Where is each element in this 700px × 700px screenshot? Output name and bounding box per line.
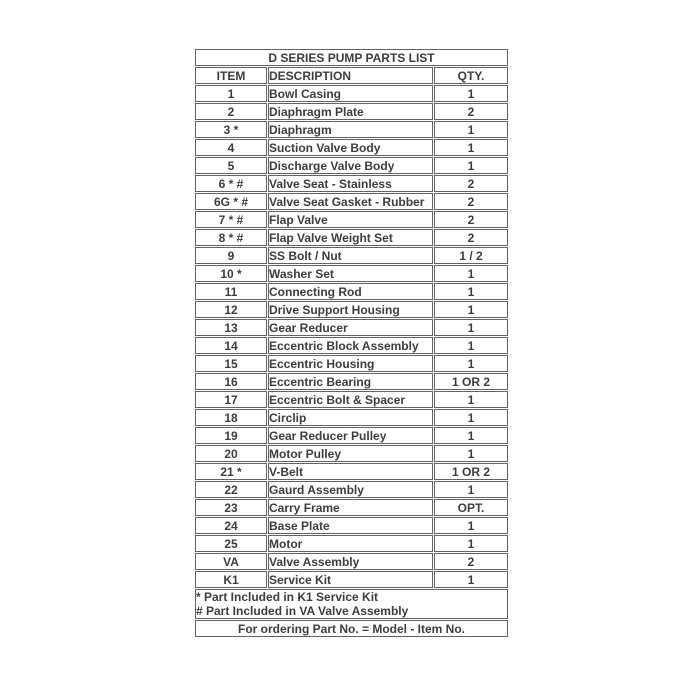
item-cell: 16	[195, 373, 267, 390]
table-row	[195, 391, 508, 408]
description-cell: Flap Valve	[268, 211, 433, 228]
table-row	[195, 499, 508, 516]
description-cell: Diaphragm Plate	[268, 103, 433, 120]
item-cell: 22	[195, 481, 267, 498]
description-cell: Motor Pulley	[268, 445, 433, 462]
qty-cell: 1	[434, 139, 508, 156]
description-cell: Circlip	[268, 409, 433, 426]
table-body	[195, 85, 508, 588]
description-cell: Base Plate	[268, 517, 433, 534]
item-cell: 7 * #	[195, 211, 267, 228]
qty-cell: 1 OR 2	[434, 373, 508, 390]
description-cell: Valve Seat Gasket - Rubber	[268, 193, 433, 210]
item-cell: 6G * #	[195, 193, 267, 210]
table-row	[195, 139, 508, 156]
qty-cell: 2	[434, 211, 508, 228]
qty-cell: 1	[434, 157, 508, 174]
qty-cell: OPT.	[434, 499, 508, 516]
qty-cell: 1	[434, 409, 508, 426]
table-row	[195, 301, 508, 318]
item-cell: VA	[195, 553, 267, 570]
item-cell: 13	[195, 319, 267, 336]
description-cell: Eccentric Bolt & Spacer	[268, 391, 433, 408]
table-row	[195, 265, 508, 282]
qty-cell: 1	[434, 535, 508, 552]
description-cell: Drive Support Housing	[268, 301, 433, 318]
ordering-note: For ordering Part No. = Model - Item No.	[195, 620, 508, 637]
description-cell: Bowl Casing	[268, 85, 433, 102]
table-row	[195, 463, 508, 480]
table-row	[195, 571, 508, 588]
description-cell: Flap Valve Weight Set	[268, 229, 433, 246]
table-header-row	[195, 67, 508, 84]
item-cell: 20	[195, 445, 267, 462]
qty-cell: 1	[434, 319, 508, 336]
item-cell: 10 *	[195, 265, 267, 282]
table-row	[195, 211, 508, 228]
item-cell: 17	[195, 391, 267, 408]
description-cell: Washer Set	[268, 265, 433, 282]
qty-cell: 1	[434, 445, 508, 462]
description-cell: Service Kit	[268, 571, 433, 588]
table-row	[195, 481, 508, 498]
item-cell: 5	[195, 157, 267, 174]
table-row	[195, 85, 508, 102]
item-cell: 24	[195, 517, 267, 534]
description-cell: Suction Valve Body	[268, 139, 433, 156]
item-cell: 25	[195, 535, 267, 552]
description-cell: Gear Reducer	[268, 319, 433, 336]
item-cell: 1	[195, 85, 267, 102]
item-cell: 15	[195, 355, 267, 372]
table-row	[195, 319, 508, 336]
qty-cell: 1 / 2	[434, 247, 508, 264]
item-cell: K1	[195, 571, 267, 588]
description-cell: Discharge Valve Body	[268, 157, 433, 174]
qty-cell: 2	[434, 193, 508, 210]
table-row	[195, 445, 508, 462]
description-cell: Carry Frame	[268, 499, 433, 516]
description-cell: Diaphragm	[268, 121, 433, 138]
qty-cell: 1	[434, 571, 508, 588]
qty-cell: 2	[434, 229, 508, 246]
table-row	[195, 157, 508, 174]
item-cell: 14	[195, 337, 267, 354]
description-cell: Eccentric Bearing	[268, 373, 433, 390]
qty-cell: 2	[434, 553, 508, 570]
table-row	[195, 103, 508, 120]
table-row	[195, 283, 508, 300]
table-row	[195, 121, 508, 138]
qty-cell: 1	[434, 481, 508, 498]
table-title: D SERIES PUMP PARTS LIST	[195, 49, 508, 66]
item-cell: 19	[195, 427, 267, 444]
description-cell: SS Bolt / Nut	[268, 247, 433, 264]
qty-cell: 1	[434, 283, 508, 300]
description-cell: Gaurd Assembly	[268, 481, 433, 498]
footnote-row	[195, 589, 508, 619]
qty-cell: 1	[434, 391, 508, 408]
description-cell: Motor	[268, 535, 433, 552]
qty-cell: 1	[434, 427, 508, 444]
column-header-qty: QTY.	[434, 67, 508, 84]
description-cell: Valve Seat - Stainless	[268, 175, 433, 192]
item-cell: 23	[195, 499, 267, 516]
qty-cell: 1	[434, 121, 508, 138]
qty-cell: 2	[434, 175, 508, 192]
table-row	[195, 409, 508, 426]
table-row	[195, 355, 508, 372]
footnote-service-kit: * Part Included in K1 Service Kit	[196, 590, 379, 604]
item-cell: 6 * #	[195, 175, 267, 192]
qty-cell: 1	[434, 517, 508, 534]
table-row	[195, 229, 508, 246]
qty-cell: 1 OR 2	[434, 463, 508, 480]
column-header-description: DESCRIPTION	[268, 67, 433, 84]
item-cell: 8 * #	[195, 229, 267, 246]
description-cell: Gear Reducer Pulley	[268, 427, 433, 444]
item-cell: 12	[195, 301, 267, 318]
column-header-item: ITEM	[195, 67, 267, 84]
table-row	[195, 553, 508, 570]
table-title-row	[195, 49, 508, 66]
qty-cell: 2	[434, 103, 508, 120]
qty-cell: 1	[434, 265, 508, 282]
qty-cell: 1	[434, 301, 508, 318]
qty-cell: 1	[434, 355, 508, 372]
table-row	[195, 373, 508, 390]
table-row	[195, 247, 508, 264]
description-cell: Eccentric Housing	[268, 355, 433, 372]
description-cell: Connecting Rod	[268, 283, 433, 300]
table-row	[195, 535, 508, 552]
parts-list-table	[194, 48, 509, 638]
item-cell: 21 *	[195, 463, 267, 480]
description-cell: V-Belt	[268, 463, 433, 480]
table-row	[195, 517, 508, 534]
item-cell: 3 *	[195, 121, 267, 138]
item-cell: 18	[195, 409, 267, 426]
footnotes	[195, 589, 508, 619]
item-cell: 4	[195, 139, 267, 156]
item-cell: 2	[195, 103, 267, 120]
table-row	[195, 427, 508, 444]
description-cell: Eccentric Block Assembly	[268, 337, 433, 354]
item-cell: 11	[195, 283, 267, 300]
qty-cell: 1	[434, 337, 508, 354]
table-row	[195, 337, 508, 354]
description-cell: Valve Assembly	[268, 553, 433, 570]
item-cell: 9	[195, 247, 267, 264]
table-row	[195, 175, 508, 192]
qty-cell: 1	[434, 85, 508, 102]
table-row	[195, 193, 508, 210]
ordering-note-row	[195, 620, 508, 637]
footnote-valve-assembly: # Part Included in VA Valve Assembly	[196, 604, 409, 618]
